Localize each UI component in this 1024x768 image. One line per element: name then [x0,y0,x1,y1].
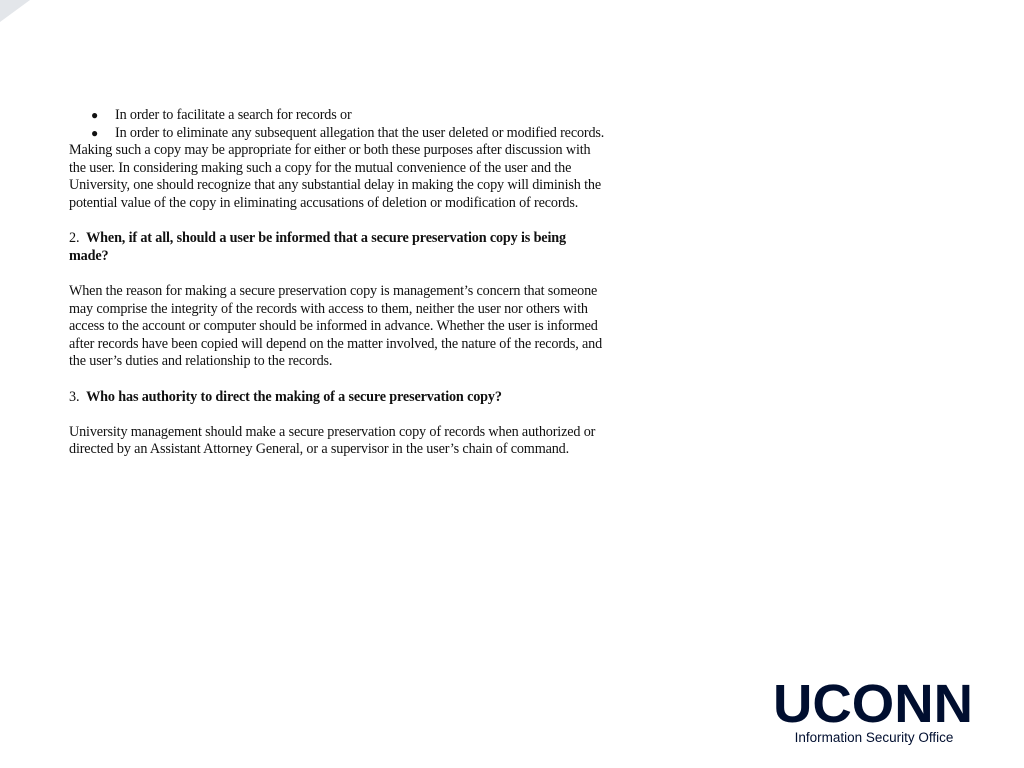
list-item: ● In order to eliminate any subsequent allegation that the user deleted or modified records. [91,124,605,141]
list-item: ● In order to facilitate a search for records or [91,107,352,123]
bullet-list [69,107,669,142]
document-body [69,107,669,459]
bullet-icon: ● [91,108,99,122]
bullet-icon: ● [91,125,99,140]
question-2-number: 2. [69,230,80,247]
uconn-logo [772,682,974,724]
question-3-text: Who has authority to direct the making of a secure preservation copy? [86,388,502,405]
paragraph-copy-purpose: Making such a copy may be appropriate for either or both these purposes after discussion with the user. In considering making such a copy for the mutual convenience of the user and the University, one should recognize that any substantial delay in making the copy will diminish the potential value of the copy in eliminating accusations of deletion or modification of records. [69,142,601,211]
office-label: Information Security Office [794,730,954,745]
question-2-heading [69,230,669,265]
question-3-number: 3. [69,388,80,405]
paragraph-informing-user: When the reason for making a secure preservation copy is management’s concern that someone may comprise the integrity of the records with access to them, neither the user nor others with access to the account or computer should be informed in advance. Whether the user is informed after records have been copied will depend on the matter involved, the nature of the records, and the user’s duties and relationship to the records. [69,282,603,370]
paragraph-authority: University management should make a secure preservation copy of records when authorized or directed by an Assistant Attorney General, or a supervisor in the user’s chain of command. [69,423,596,458]
corner-decoration [0,0,30,22]
logo-wordmark: UCONN [773,682,973,724]
question-3-heading [69,389,669,407]
question-2-text: When, if at all, should a user be informed that a secure preservation copy is being made? [69,230,566,264]
